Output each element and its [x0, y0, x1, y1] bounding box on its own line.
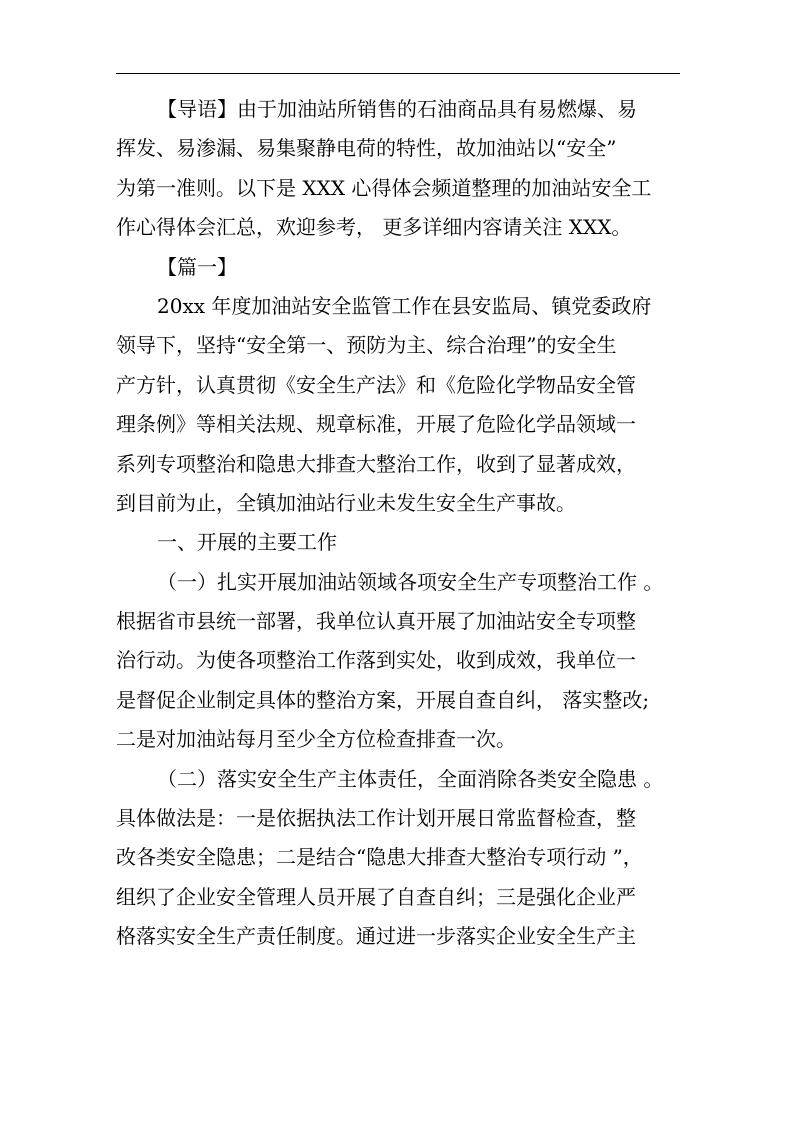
document-line: 根据省市县统一部署，我单位认真开展了加油站安全专项整 [116, 609, 636, 634]
document-line: 【导语】由于加油站所销售的石油商品具有易燃爆、易 [157, 97, 637, 121]
header-rule [116, 73, 680, 74]
document-line: 【篇一】 [157, 254, 237, 279]
document-line: 为第一准则。以下是 XXX 心得体会频道整理的加油站安全工 [116, 175, 652, 200]
document-line: 格落实安全生产责任制度。通过进一步落实企业安全生产主 [116, 924, 636, 949]
document-line: 改各类安全隐患；二是结合“隐患大排查大整治专项行动 ”， [116, 845, 643, 870]
document-line: 一、开展的主要工作 [157, 530, 337, 555]
document-line: 作心得体会汇总，欢迎参考， 更多详细内容请关注 XXX。 [116, 215, 632, 240]
document-line: 理条例》等相关法规、规章标准，开展了危险化学品领域一 [116, 412, 636, 437]
document-body [116, 90, 680, 957]
document-line: 产方针，认真贯彻《安全生产法》和《危险化学物品安全管 [116, 372, 636, 397]
document-line: （二）落实安全生产主体责任，全面消除各类安全隐患 。 [157, 766, 664, 791]
document-line: 组织了企业安全管理人员开展了自查自纠；三是强化企业严 [116, 884, 636, 909]
document-line: 领导下，坚持“安全第一、预防为主、综合治理”的安全生 [116, 333, 617, 358]
document-line: 治行动。为使各项整治工作落到实处，收到成效，我单位一 [116, 648, 636, 673]
document-line: 二是对加油站每月至少全方位检查排查一次。 [116, 727, 516, 752]
document-line: 是督促企业制定具体的整治方案，开展自查自纠， 落实整改; [116, 687, 650, 712]
document-line: （一）扎实开展加油站领域各项安全生产专项整治工作 。 [157, 569, 664, 594]
document-line: 20xx 年度加油站安全监管工作在县安监局、镇党委政府 [157, 293, 652, 318]
document-line: 系列专项整治和隐患大排查大整治工作，收到了显著成效， [116, 451, 636, 476]
document-line: 具体做法是：一是依据执法工作计划开展日常监督检查，整 [116, 806, 636, 831]
document-line: 挥发、易渗漏、易集聚静电荷的特性，故加油站以“安全” [116, 136, 617, 161]
document-line: 到目前为止，全镇加油站行业未发生安全生产事故。 [116, 490, 576, 515]
